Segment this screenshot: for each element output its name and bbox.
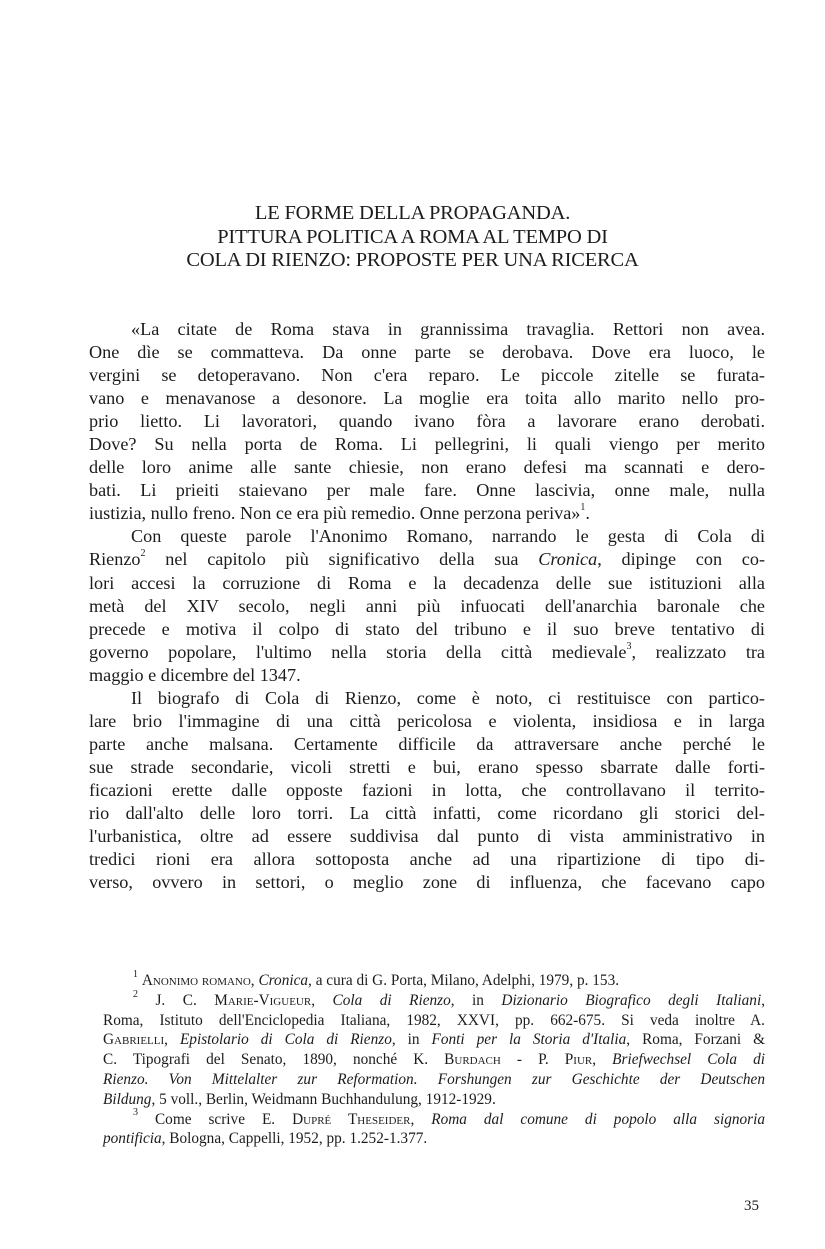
chapter-title [0, 202, 825, 273]
text-line: $^2$ J. C. Marie-Vigueur, Cola di Rienzo, in Dizionario Biografico degli Italiani, [133, 988, 766, 1009]
title-line: COLA DI RIENZO: PROPOSTE PER UNA RICERCA [186, 249, 639, 271]
text-line: parte anche malsana. Certamente difficile da attraversare anche perché le [89, 733, 765, 754]
footnotes [103, 968, 766, 1149]
text-line: governo popolare, l'ultimo nella storia della città medievale$^3$, realizzato tra [89, 640, 765, 662]
text-line: sue strade secondarie, vicoli stretti e bui, erano spesso sbarrate dalle forti- [89, 756, 765, 777]
text-line: C. Tipografi del Senato, 1890, nonché K. Burdach - P. Piur, Briefwechsel Cola di [103, 1051, 765, 1069]
page-number: 35 [744, 1198, 759, 1214]
text-line: l'urbanistica, oltre ad essere suddivisa dal punto di vista amministrativo in [89, 826, 765, 847]
text-line: tredici rioni era allora sottoposta anche ad una ripartizione di tipo di- [89, 849, 765, 870]
paragraph-quote [89, 318, 765, 525]
text-line: vergini se detoperavano. Non c'era reparo. Le piccole zitelle se furata- [89, 365, 765, 386]
text-line: pontificia, Bologna, Cappelli, 1952, pp. 1.252-1.377. [103, 1130, 428, 1148]
title-line: PITTURA POLITICA A ROMA AL TEMPO DI [217, 225, 608, 248]
footnote-1: $^1$ Anonimo romano, Cronica, a cura di G. Porta, Milano, Adelphi, 1979, p. 153. [133, 968, 620, 989]
text-line: Rienzo$^2$ nel capitolo più significativo della sua Cronica, dipinge con co- [89, 548, 765, 570]
paragraph [89, 687, 765, 894]
text-line: precede e motiva il colpo di stato del tribuno e il suo breve tentativo di [89, 618, 765, 639]
footnote-ref[interactable]: 1 [580, 502, 586, 514]
footnote-2 [103, 988, 766, 1110]
text-line: bati. Li prieiti staievano per male fare. Onne lascivia, onne male, nulla [89, 480, 765, 501]
text-line: prio lietto. Li lavoratori, quando ivano fòra a lavorare erano derobati. [89, 411, 765, 432]
text-line: $^3$ Come scrive E. Dupré Theseider, Roma dal comune di popolo alla signoria [133, 1107, 766, 1128]
footnote-ref[interactable]: 2 [140, 548, 146, 560]
text-line: iustizia, nullo freno. Non ce era più remedio. Onne perzona periva»$^1$. [89, 502, 590, 524]
text-line: «La citate de Roma stava in grannissima travaglia. Rettori non avea. [131, 319, 765, 339]
text-line: Roma, Istituto dell'Enciclopedia Italiana, 1982, XXVI, pp. 662-675. Si veda inoltre A. [103, 1011, 765, 1029]
text-line: Dove? Su nella porta de Roma. Li pellegrini, li quali viengo per merito [89, 434, 765, 455]
text-line: Con queste parole l'Anonimo Romano, narrando le gesta di Cola di [131, 526, 765, 547]
body-text [89, 318, 765, 894]
text-line: Il biografo di Cola di Rienzo, come è noto, ci restituisce con partico- [131, 687, 765, 708]
text-line: rio dall'alto delle loro torri. La città infatti, come ricordano gli storici del- [89, 802, 765, 823]
text-line: Rienzo. Von Mittelalter zur Reformation. Forshungen zur Geschichte der Deutschen [103, 1070, 765, 1088]
text-line: vano e menavanose a desonore. La moglie era toita allo marito nello pro- [89, 388, 765, 409]
text-line: verso, ovvero in settori, o meglio zone di influenza, che facevano capo [89, 872, 765, 893]
text-line: Gabrielli, Epistolario di Cola di Rienzo, in Fonti per la Storia d'Italia, Roma, Forzani & [103, 1031, 766, 1049]
footnote-ref[interactable]: 3 [626, 640, 632, 652]
text-line: maggio e dicembre del 1347. [89, 664, 301, 685]
text-line: lare brio l'immagine di una città pericolosa e violenta, insidiosa e in larga [89, 710, 765, 731]
text-line: Bildung, 5 voll., Berlin, Weidmann Buchhandulung, 1912-1929. [103, 1090, 496, 1108]
text-line: One dìe se commatteva. Da onne parte se derobava. Dove era luoco, le [89, 342, 765, 363]
footnote-3 [103, 1107, 766, 1150]
title-line: LE FORME DELLA PROPAGANDA. [254, 202, 571, 224]
paragraph [89, 525, 765, 686]
text-line: ficazioni erette dalle opposte fazioni in lotta, che controllavano il territo- [89, 779, 765, 800]
text-line: delle loro anime alle sante chiesie, non erano defesi ma scannati e dero- [89, 457, 765, 478]
text-line: metà del XIV secolo, negli anni più infuocati dell'anarchia baronale che [89, 595, 765, 616]
text-line: lori accesi la corruzione di Roma e la decadenza delle sue istituzioni alla [89, 572, 765, 593]
